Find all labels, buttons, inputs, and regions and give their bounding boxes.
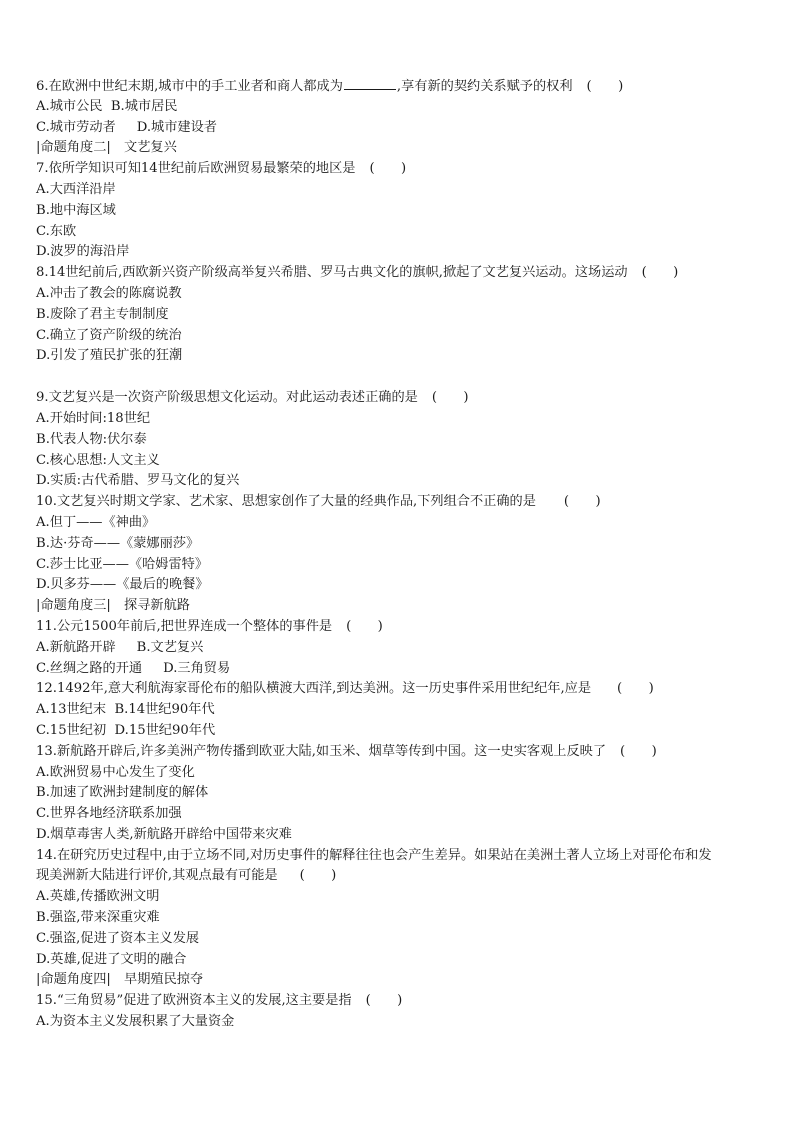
option-c: C.莎士比亚——《哈姆雷特》 (36, 556, 209, 572)
option-d: D.英雄,促进了文明的融合 (36, 951, 187, 967)
option-c: C.15世纪初 (36, 722, 107, 738)
answer-paren: ( ) (617, 681, 654, 697)
option-d: D.贝多芬——《最后的晚餐》 (36, 577, 209, 593)
question-11-options-ab (36, 638, 766, 659)
option-c: C.核心思想:人文主义 (36, 452, 160, 468)
question-13-stem: 13.新航路开辟后,许多美洲产物传播到欧亚大陆,如玉米、烟草等传到中国。这一史实客观上反映了 ( ) (36, 742, 766, 763)
option-d: D.波罗的海沿岸 (36, 244, 130, 260)
option-c: C.确立了资产阶级的统治 (36, 327, 182, 343)
option-d: D.引发了殖民扩张的狂潮 (36, 348, 183, 364)
option-a: A.大西洋沿岸 (36, 181, 116, 197)
option-c: C.世界各地经济联系加强 (36, 806, 182, 822)
section-heading-angle-3: |命题角度三| 探寻新航路 (36, 598, 190, 614)
answer-paren: ( ) (563, 494, 601, 510)
question-12-options-ab (36, 700, 766, 721)
question-14-stem-line-2: 现美洲新大陆进行评价,其观点最有可能是 ( ) (36, 866, 766, 887)
answer-paren: ( ) (431, 390, 469, 406)
option-a: A.欧洲贸易中心发生了变化 (36, 764, 195, 780)
option-d: D.城市建设者 (136, 119, 217, 135)
option-a: A.开始时间:18世纪 (36, 410, 151, 426)
option-d: D.烟草毒害人类,新航路开辟给中国带来灾难 (36, 826, 292, 842)
question-11-options-cd (36, 659, 766, 680)
section-heading-angle-4: |命题角度四| 早期殖民掠夺 (36, 972, 204, 988)
answer-paren: ( ) (620, 743, 657, 759)
option-b: B.地中海区域 (36, 202, 116, 218)
question-12-options-cd (36, 721, 766, 742)
answer-paren: ( ) (641, 265, 679, 281)
option-b: B.城市居民 (110, 98, 178, 114)
option-a: A.城市公民 (36, 98, 103, 114)
question-12-stem: 12.1492年,意大利航海家哥伦布的船队横渡大西洋,到达美洲。这一历史事件采用世纪纪年,应是 ( ) (36, 679, 766, 700)
question-6-stem: 6.在欧洲中世纪末期,城市中的手工业者和商人都成为 ,享有新的契约关系赋予的权利 ( ) (36, 76, 766, 97)
answer-paren: ( ) (365, 993, 403, 1009)
answer-paren: ( ) (299, 868, 337, 884)
question-7-stem: 7.依所学知识可知14世纪前后欧洲贸易最繁荣的地区是 ( ) (36, 159, 766, 180)
answer-paren: ( ) (586, 79, 624, 94)
option-b: B.达·芬奇——《蒙娜丽莎》 (36, 535, 200, 551)
question-9-stem: 9.文艺复兴是一次资产阶级思想文化运动。对此运动表述正确的是 ( ) (36, 388, 766, 409)
option-b: B.加速了欧洲封建制度的解体 (36, 785, 209, 801)
question-14-stem-line-1: 14.在研究历史过程中,由于立场不同,对历史事件的解释往往也会产生差异。如果站在美洲土著人立场上对哥伦布和发 (36, 847, 712, 863)
question-sheet (36, 76, 766, 1033)
section-heading-angle-2: |命题角度二| 文艺复兴 (36, 140, 177, 156)
option-d: D.15世纪90年代 (114, 722, 216, 738)
option-b: B.文艺复兴 (136, 639, 204, 655)
question-8-stem: 8.14世纪前后,西欧新兴资产阶级高举复兴希腊、罗马古典文化的旗帜,掀起了文艺复兴运动。这场运动 ( ) (36, 263, 766, 284)
option-b: B.废除了君主专制制度 (36, 306, 169, 322)
option-b: B.14世纪90年代 (114, 702, 215, 718)
option-c: C.丝绸之路的开通 (36, 660, 143, 676)
option-a: A.英雄,传播欧洲文明 (36, 889, 160, 905)
option-c: C.城市劳动者 (36, 119, 116, 135)
option-a: A.为资本主义发展积累了大量资金 (36, 1014, 235, 1030)
question-11-stem: 11.公元1500年前后,把世界连成一个整体的事件是 ( ) (36, 617, 766, 638)
question-10-stem: 10.文艺复兴时期文学家、艺术家、思想家创作了大量的经典作品,下列组合不正确的是 ( ) (36, 492, 766, 513)
option-a: A.冲击了教会的陈腐说教 (36, 285, 182, 301)
option-a: A.但丁——《神曲》 (36, 514, 156, 530)
fill-blank (344, 76, 396, 90)
question-6-options-ab (36, 97, 766, 118)
option-a: A.新航路开辟 (36, 639, 116, 655)
option-b: B.代表人物:伏尔泰 (36, 431, 147, 447)
option-d: D.实质:古代希腊、罗马文化的复兴 (36, 473, 240, 489)
option-d: D.三角贸易 (163, 660, 231, 676)
option-c: C.强盗,促进了资本主义发展 (36, 930, 200, 946)
option-b: B.强盗,带来深重灾难 (36, 910, 160, 926)
option-a: A.13世纪末 (36, 702, 107, 718)
option-c: C.东欧 (36, 223, 77, 239)
question-6-options-cd (36, 118, 766, 139)
answer-paren: ( ) (346, 618, 383, 634)
answer-paren: ( ) (369, 161, 407, 177)
spacer (36, 367, 766, 388)
question-15-stem: 15.“三角贸易”促进了欧洲资本主义的发展,这主要是指 ( ) (36, 991, 766, 1012)
